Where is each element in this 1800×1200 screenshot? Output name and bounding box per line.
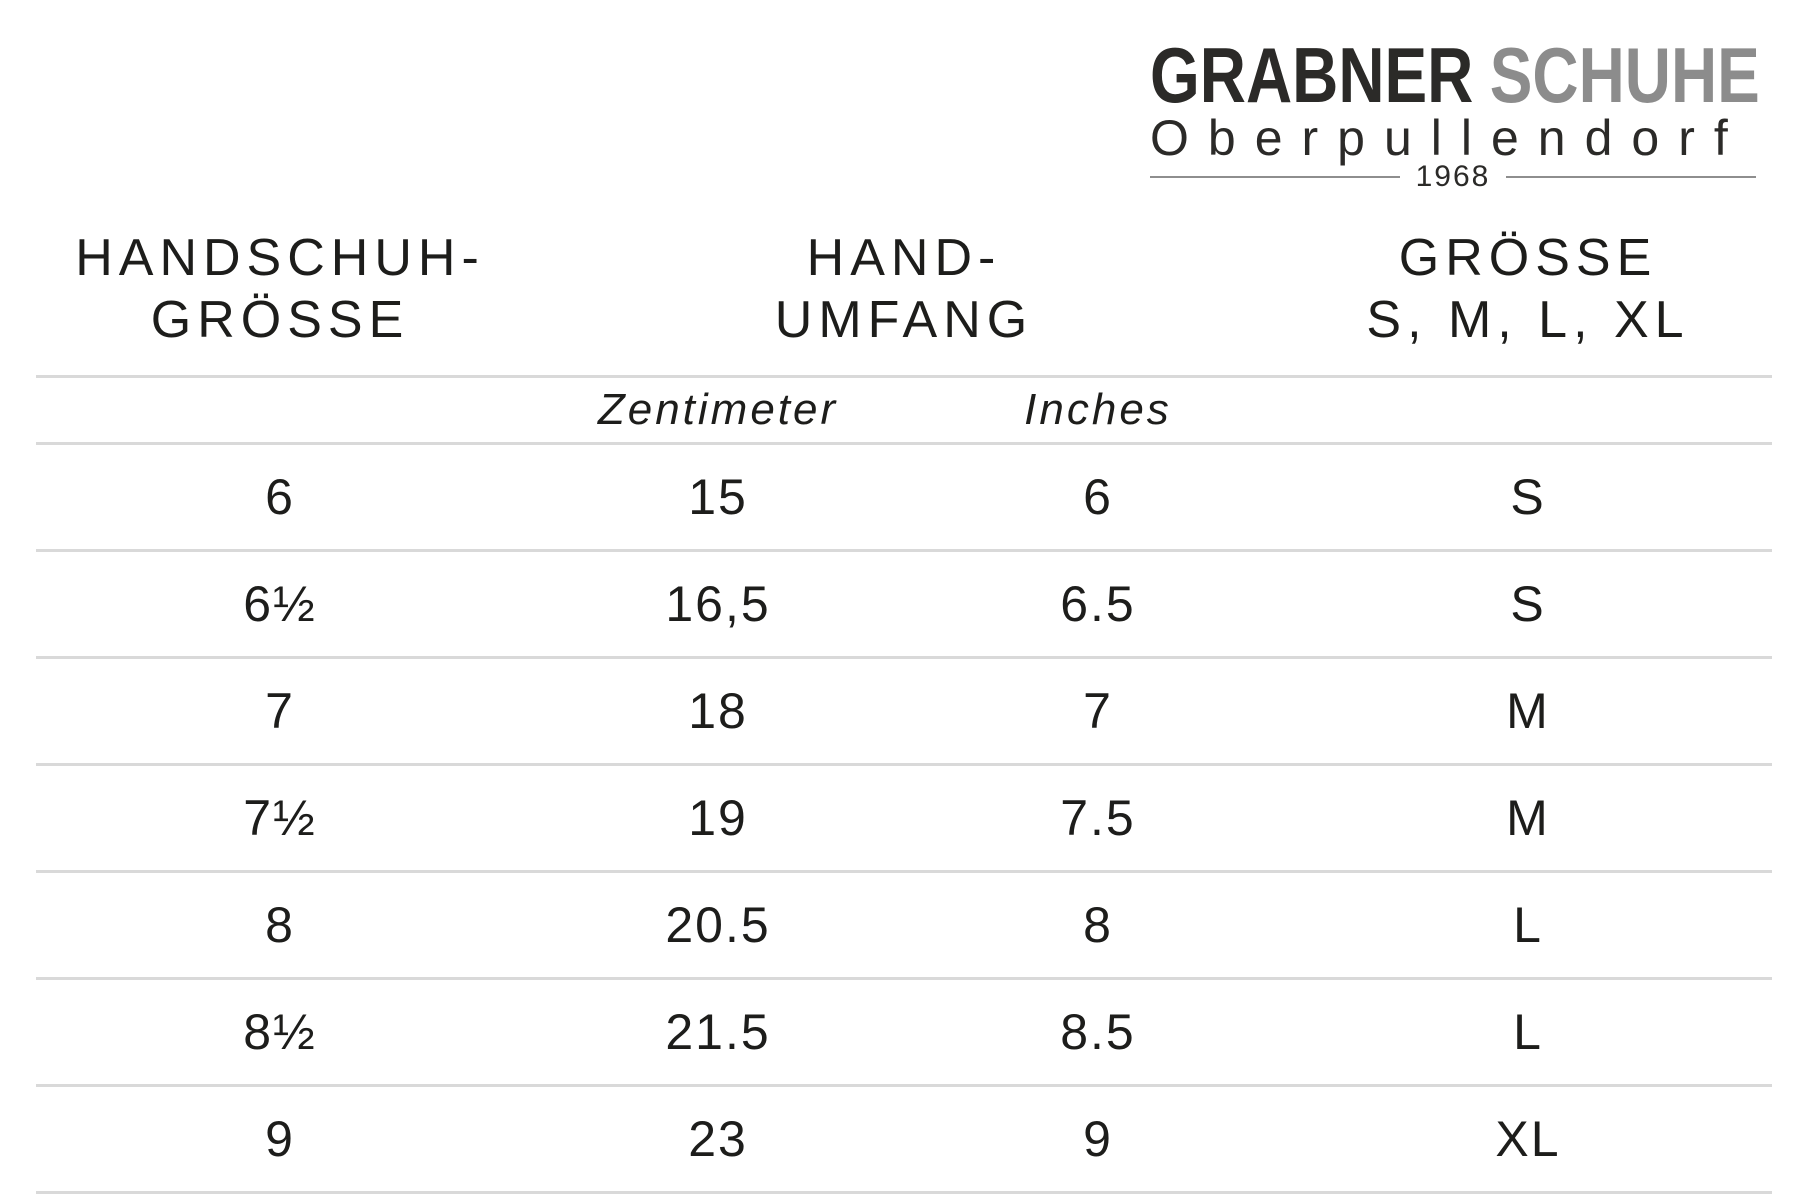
cell-inches: 7 bbox=[1083, 683, 1113, 739]
table-row bbox=[36, 980, 1772, 1087]
cell-glove-size: 6½ bbox=[243, 576, 317, 632]
header-hand-circumference-line2: UMFANG bbox=[774, 291, 1034, 349]
cell-glove-size: 9 bbox=[265, 1111, 295, 1167]
table-row bbox=[36, 873, 1772, 980]
cell-size-letter: S bbox=[1510, 576, 1546, 632]
brand-name-primary: GRABNER bbox=[1150, 31, 1474, 119]
header-hand-circumference-line1: HAND- bbox=[806, 229, 1002, 287]
cell-centimeter: 16,5 bbox=[665, 576, 771, 632]
cell-size-letter: S bbox=[1510, 469, 1546, 525]
subheader-inches: Inches bbox=[1024, 385, 1172, 434]
cell-centimeter: 19 bbox=[688, 790, 748, 846]
table-subheader-row bbox=[36, 375, 1772, 445]
header-glove-size-line1: HANDSCHUH- bbox=[75, 229, 485, 287]
table-row bbox=[36, 445, 1772, 552]
cell-size-letter: L bbox=[1513, 897, 1543, 953]
cell-centimeter: 15 bbox=[688, 469, 748, 525]
cell-centimeter: 23 bbox=[688, 1111, 748, 1167]
table-header-row bbox=[36, 0, 1772, 375]
header-size-letters-line2: S, M, L, XL bbox=[1366, 291, 1690, 349]
glove-size-table bbox=[36, 0, 1772, 1194]
table-row bbox=[36, 1087, 1772, 1194]
cell-centimeter: 18 bbox=[688, 683, 748, 739]
cell-glove-size: 7 bbox=[265, 683, 295, 739]
cell-glove-size: 6 bbox=[265, 469, 295, 525]
cell-size-letter: XL bbox=[1495, 1111, 1561, 1167]
header-glove-size-line2: GRÖSSE bbox=[150, 291, 410, 349]
cell-inches: 7.5 bbox=[1060, 790, 1136, 846]
cell-glove-size: 8½ bbox=[243, 1004, 317, 1060]
table-row bbox=[36, 552, 1772, 659]
cell-centimeter: 20.5 bbox=[665, 897, 771, 953]
cell-size-letter: M bbox=[1506, 683, 1550, 739]
brand-year: 1968 bbox=[1415, 160, 1491, 193]
header-hand-circumference bbox=[524, 227, 1284, 351]
cell-centimeter: 21.5 bbox=[665, 1004, 771, 1060]
cell-inches: 9 bbox=[1083, 1111, 1113, 1167]
cell-size-letter: L bbox=[1513, 1004, 1543, 1060]
brand-location: Oberpullendorf bbox=[1150, 110, 1747, 166]
header-glove-size bbox=[36, 227, 524, 351]
cell-inches: 6 bbox=[1083, 469, 1113, 525]
cell-glove-size: 7½ bbox=[243, 790, 317, 846]
cell-glove-size: 8 bbox=[265, 897, 295, 953]
subheader-centimeter: Zentimeter bbox=[597, 385, 839, 434]
header-size-letters-line1: GRÖSSE bbox=[1398, 229, 1658, 287]
cell-inches: 8.5 bbox=[1060, 1004, 1136, 1060]
cell-inches: 8 bbox=[1083, 897, 1113, 953]
table-row bbox=[36, 766, 1772, 873]
table-row bbox=[36, 659, 1772, 766]
cell-inches: 6.5 bbox=[1060, 576, 1136, 632]
cell-size-letter: M bbox=[1506, 790, 1550, 846]
brand-name-secondary: SCHUHE bbox=[1489, 31, 1760, 119]
header-size-letters bbox=[1284, 227, 1772, 351]
